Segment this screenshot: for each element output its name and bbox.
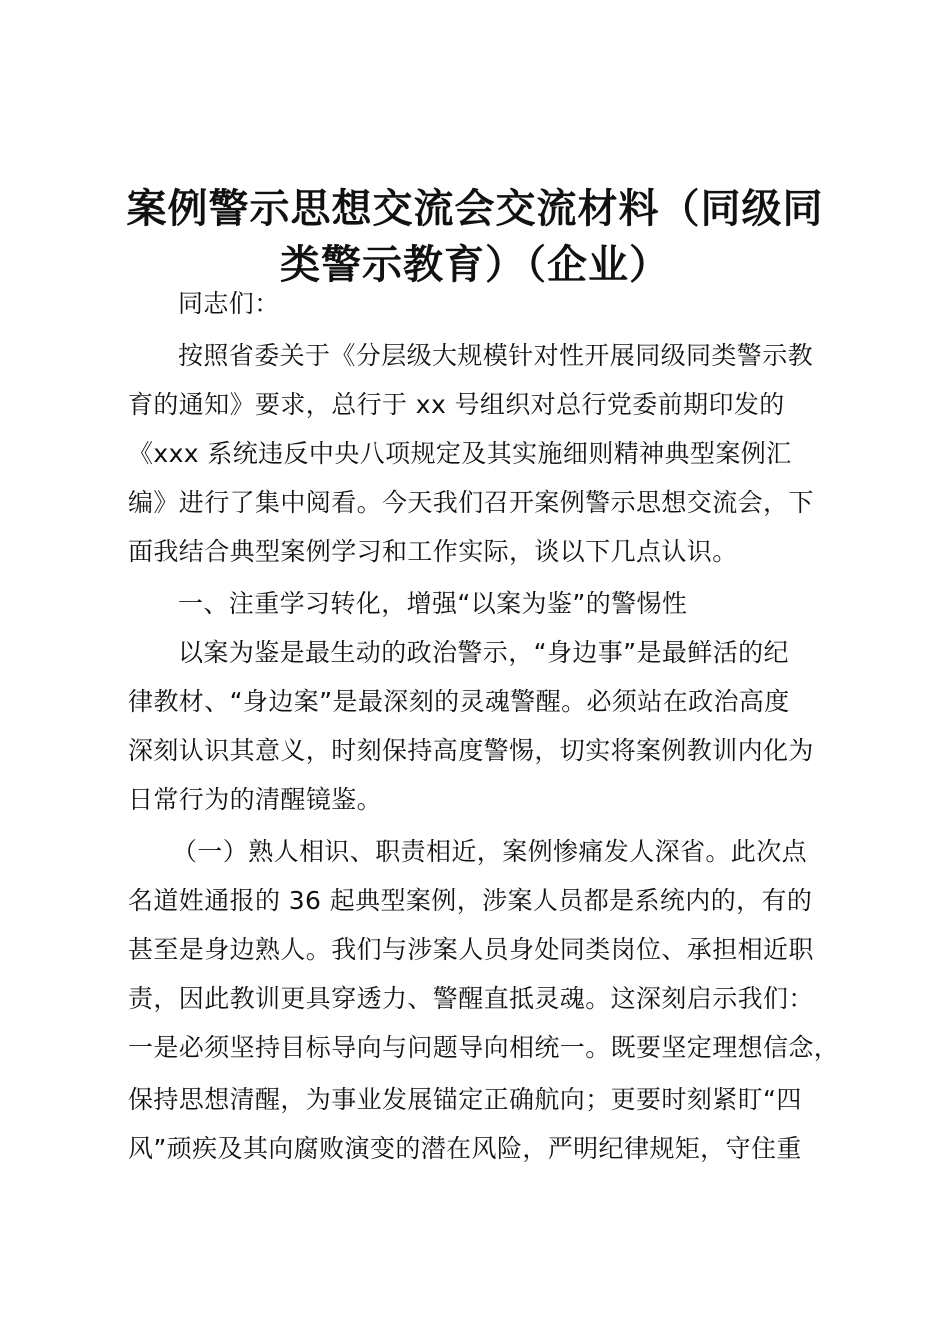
salutation: 同志们： — [178, 289, 280, 318]
paragraph-line: 律教材、“身边案”是最深刻的灵魂警醒。必须站在政治高度 — [128, 687, 790, 716]
paragraph-line: 按照省委关于《分层级大规模针对性开展同级同类警示教 — [178, 341, 814, 370]
paragraph-line: 一是必须坚持目标导向与问题导向相统一。既要坚定理想信念， — [128, 1033, 840, 1062]
document-title — [110, 181, 840, 293]
paragraph-line: 风”顽疾及其向腐败演变的潜在风险，严明纪律规矩，守住重 — [128, 1134, 802, 1163]
paragraph-line: 责，因此教训更具穿透力、警醒直抵灵魂。这深刻启示我们： — [128, 984, 814, 1013]
title-line-2: 类警示教育）（企业） — [280, 242, 670, 288]
paragraph-line: 育的通知》要求，总行于 xx 号组织对总行党委前期印发的 — [128, 390, 785, 419]
section-heading: 一、注重学习转化，增强“以案为鉴”的警惕性 — [178, 589, 688, 618]
paragraph-line: 甚至是身边熟人。我们与涉案人员身处同类岗位、承担相近职 — [128, 935, 814, 964]
paragraph-line: 名道姓通报的 36 起典型案例，涉案人员都是系统内的，有的 — [128, 886, 813, 915]
title-line-1: 案例警示思想交流会交流材料（同级同 — [126, 186, 824, 232]
paragraph-line: 面我结合典型案例学习和工作实际，谈以下几点认识。 — [128, 537, 738, 566]
paragraph-line: 日常行为的清醒镜鉴。 — [128, 785, 383, 814]
paragraph-line: 《xxx 系统违反中央八项规定及其实施细则精神典型案例汇 — [128, 439, 792, 468]
paragraph-line: 以案为鉴是最生动的政治警示，“身边事”是最鲜活的纪 — [178, 638, 789, 667]
paragraph-line: 编》进行了集中阅看。今天我们召开案例警示思想交流会，下 — [128, 488, 814, 517]
paragraph-line: 深刻认识其意义，时刻保持高度警惕，切实将案例教训内化为 — [128, 736, 814, 765]
paragraph-line: 保持思想清醒，为事业发展锚定正确航向；更要时刻紧盯“四 — [128, 1085, 802, 1114]
paragraph-line: （一）熟人相识、职责相近，案例惨痛发人深省。此次点 — [172, 837, 808, 866]
